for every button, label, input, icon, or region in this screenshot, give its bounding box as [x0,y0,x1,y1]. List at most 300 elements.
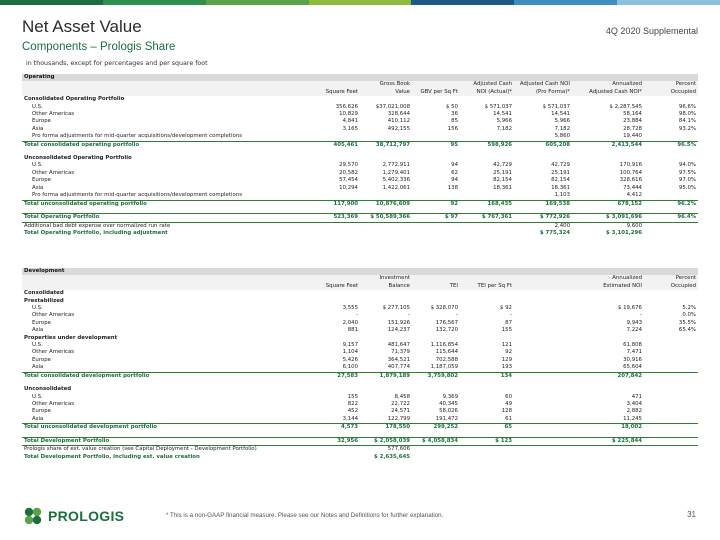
cell-value: 84.1% [678,118,697,125]
row-label: Unconsolidated [24,386,72,393]
units-note: in thousands, except for percentages and per square foot [26,60,208,67]
cell-value [460,230,514,237]
cell-value [644,408,698,415]
cell-value: 58,164 [623,111,642,118]
cell-value: 62 [451,169,458,176]
cell-value: 176,567 [435,319,458,326]
cell-value [412,386,460,393]
cell-value: Annualized [572,81,644,88]
cell-value [644,192,698,200]
cell-value: 9,600 [626,222,642,229]
cell-value: 94 [451,177,458,184]
cell-value [312,298,360,305]
cell-value [460,454,514,461]
table-row [22,416,698,424]
cell-value [572,96,644,103]
cell-value: Occupied [644,283,698,290]
cell-value: Square Feet [312,283,360,290]
cell-value: - [456,312,458,319]
cell-value [312,230,360,237]
row-label [22,81,312,88]
cell-value: $ 2,058,039 [360,438,412,446]
cell-value: 29,570 [339,162,358,169]
cell-value [644,386,698,393]
row-label: Other Americas [32,312,75,319]
cell-value [514,401,572,408]
cell-value: 14,541 [493,111,512,118]
row-label: Europe [32,408,51,415]
cell-value [412,446,460,454]
table-row [22,454,698,461]
cell-value: 410,112 [387,118,410,125]
cell-value: 10,294 [339,184,358,191]
cell-value: $ 571,037 [542,103,570,110]
cell-value [412,335,460,342]
cell-value: 3,165 [342,125,358,132]
cell-value: 3,404 [626,400,642,407]
cell-value: $ 2,635,645 [374,453,410,460]
cell-value: 82,154 [493,177,512,184]
cell-value: $ 277,105 [382,305,410,312]
cell-value [644,446,698,454]
cell-value [360,133,412,141]
cell-value: 4,573 [312,424,360,432]
table-row [22,177,698,184]
cell-value [460,222,514,230]
table-row [22,290,698,297]
cell-value: 40,345 [439,400,458,407]
cell-value: 134 [460,372,514,380]
cell-value: 1,879,189 [360,372,412,380]
table-row [22,283,698,290]
cell-value [514,320,572,327]
cell-value [360,386,412,393]
cell-value [412,192,460,200]
cell-value: Percent [644,81,698,88]
cell-value: $ 50 [445,103,458,110]
cell-value [514,312,572,319]
cell-value: 92 [505,349,512,356]
cell-value: 58,026 [439,408,458,415]
section-header [22,74,698,81]
cell-value: Balance [360,283,412,290]
cell-value [644,133,698,141]
cell-value: 155 [501,327,512,334]
row-label: Pro forma adjustments for mid-quarter acquisitions/development completions [32,192,243,199]
cell-value: 191,472 [435,415,458,422]
row-label: Total unconsolidated operating portfolio [22,200,312,208]
table-row [22,111,698,118]
row-label: Total Operating Portfolio, including adjustment [24,230,168,237]
cell-value: 178,550 [360,424,412,432]
table-row [22,386,698,393]
cell-value: 7,182 [496,125,512,132]
table-row [22,185,698,192]
table-row [22,170,698,177]
cell-value: 57,454 [339,177,358,184]
row-label: Total Operating Portfolio [22,214,312,222]
cell-value: 481,647 [387,342,410,349]
cell-value [412,230,460,237]
cell-value [514,342,572,349]
cell-value: Percent [644,275,698,282]
cell-value [644,394,698,401]
cell-value: $ 123 [460,438,514,446]
cell-value [312,222,360,230]
cell-value [312,96,360,103]
cell-value: 129 [501,356,512,363]
row-label: Total Development Portfolio, including est. value creation [24,453,200,460]
cell-value: 23,884 [623,118,642,125]
cell-value: - [640,312,642,319]
cell-value: 42,729 [493,162,512,169]
cell-value: 92 [412,200,460,208]
cell-value [360,230,412,237]
cell-value: 117,900 [312,200,360,208]
row-label: Pro forma adjustments for mid-quarter acquisitions/development completions [32,133,243,140]
table-row [22,104,698,111]
row-label: Asia [32,125,44,132]
row-label: Other Americas [32,169,75,176]
page-number: 31 [687,510,696,519]
cell-value [312,386,360,393]
cell-value: 32,956 [312,438,360,446]
cell-value [644,349,698,356]
cell-value: Adjusted Cash NOI [514,81,572,88]
cell-value: 94 [451,162,458,169]
row-label: Consolidated Operating Portfolio [24,96,125,103]
cell-value [644,401,698,408]
cell-value [412,81,460,88]
table-row [22,96,698,103]
cell-value: 156 [447,125,458,132]
cell-value [644,342,698,349]
cell-value: 42,729 [551,162,570,169]
cell-value: Value [360,89,412,96]
cell-value: 881 [347,327,358,334]
cell-value [460,192,514,200]
cell-value [644,298,698,305]
cell-value [412,155,460,162]
cell-value: 6,100 [342,364,358,371]
cell-value [514,275,572,282]
cell-value [514,408,572,415]
cell-value: 3,144 [342,415,358,422]
cell-value: 65 [460,424,514,432]
cell-value [514,424,572,432]
cell-value [412,133,460,141]
cell-value [572,298,644,305]
cell-value: $ 2,287,545 [609,103,642,110]
cell-value [572,155,644,162]
color-band [0,0,720,5]
cell-value: 356,626 [335,103,358,110]
cell-value: 20,582 [339,169,358,176]
cell-value: 4,841 [342,118,358,125]
cell-value: 5.2% [682,305,697,312]
cell-value [514,416,572,424]
cell-value: 1,116,854 [430,342,458,349]
cell-value: 1,103 [554,192,570,199]
row-label: Asia [32,364,44,371]
cell-value: 85 [451,118,458,125]
cell-value [514,364,572,372]
table-row [22,401,698,408]
cell-value: 1,422,061 [382,184,410,191]
cell-value: 98.0% [678,111,697,118]
cell-value: 1,104 [342,349,358,356]
row-label: Prologis share of est. value creation (see Capital Deployment - Development Portfolio) [24,446,257,453]
cell-value [460,298,514,305]
row-label: Total consolidated operating portfolio [22,141,312,149]
cell-value [360,335,412,342]
cell-value: 7,224 [626,327,642,334]
row-label: U.S. [32,342,43,349]
cell-value [360,298,412,305]
cell-value [514,438,572,446]
cell-value: 115,644 [435,349,458,356]
cell-value [460,133,514,141]
row-label: Asia [32,415,44,422]
cell-value [460,446,514,454]
prologis-logo [22,505,124,527]
cell-value [412,298,460,305]
cell-value: $ 767,361 [460,214,514,222]
table-row [22,89,698,96]
cell-value [360,222,412,230]
cell-value: 492,155 [387,125,410,132]
cell-value [644,222,698,230]
cell-value: 38,712,797 [360,141,412,149]
row-label: Europe [32,177,51,184]
cell-value: 22,722 [391,400,410,407]
cell-value: 49 [505,400,512,407]
cell-value: 65,604 [623,364,642,371]
table-row [22,305,698,312]
cell-value: 128 [501,408,512,415]
cell-value: 82,154 [551,177,570,184]
cell-value: 96.6% [678,103,697,110]
cell-value: 19,440 [623,133,642,140]
cell-value: 27,583 [312,372,360,380]
row-label: U.S. [32,103,43,110]
cell-value [572,446,644,454]
cell-value [572,290,644,297]
cell-value [514,394,572,401]
cell-value: 822 [347,400,358,407]
row-label: U.S. [32,162,43,169]
cell-value: 471 [631,393,642,400]
section-title: Development [22,268,698,275]
cell-value: Investment [360,275,412,282]
cell-value [514,305,572,312]
table-row [22,349,698,356]
cell-value: 2,040 [342,319,358,326]
cell-value: 598,926 [460,141,514,149]
cell-value: 328,644 [387,111,410,118]
cell-value: 5,402,336 [382,177,410,184]
cell-value [360,155,412,162]
table-row [22,214,698,222]
table-row [22,118,698,125]
cell-value: 18,361 [493,184,512,191]
cell-value: 10,829 [339,111,358,118]
cell-value: 96.5% [644,141,698,149]
cell-value [460,290,514,297]
cell-value: 2,400 [554,222,570,229]
table-row [22,438,698,446]
cell-value: $ 50,589,366 [360,214,412,222]
cell-value: 73,444 [623,184,642,191]
cell-value [412,222,460,230]
cell-value [514,372,572,380]
cell-value [644,372,698,380]
cell-value: 61 [505,415,512,422]
cell-value: $37,021,008 [375,103,410,110]
table-row [22,424,698,432]
cell-value [460,386,514,393]
cell-value: 8,458 [394,393,410,400]
period-label: 4Q 2020 Supplemental [605,26,698,36]
cell-value [644,364,698,372]
cell-value: 25,191 [551,169,570,176]
cell-value [644,357,698,364]
cell-value: 405,461 [312,141,360,149]
cell-value: 94.0% [678,162,697,169]
row-label: Total unconsolidated development portfolio [22,424,312,432]
cell-value [514,386,572,393]
cell-value [360,192,412,200]
cell-value: NOI (Actual)* [460,89,514,96]
cell-value: 193 [501,364,512,371]
table-row [22,312,698,319]
cell-value: 299,252 [412,424,460,432]
table-row [22,222,698,230]
cell-value: 132,720 [435,327,458,334]
cell-value: $ 19,676 [617,305,642,312]
table-row [22,162,698,169]
cell-value [644,438,698,446]
cell-value: $ 92 [499,305,512,312]
table-row [22,230,698,237]
cell-value: - [510,312,512,319]
cell-value [360,290,412,297]
cell-value: 30,916 [623,356,642,363]
row-label: Other Americas [32,111,75,118]
table-row [22,200,698,208]
cell-value: 169,538 [514,200,572,208]
operating-table [22,74,698,238]
cell-value: 452 [347,408,358,415]
cell-value: 61,808 [623,342,642,349]
table-row [22,320,698,327]
section-header [22,268,698,275]
cell-value [514,454,572,461]
cell-value: 100,764 [619,169,642,176]
table-row [22,275,698,282]
cell-value: 151,926 [387,319,410,326]
cell-value: GBV per Sq Ft [412,89,460,96]
cell-value: 96.2% [644,200,698,208]
footnote: * This is a non-GAAP financial measure. Please see our Notes and Definitions for further explanation. [166,512,444,519]
cell-value: 11,245 [623,415,642,422]
cell-value [460,335,514,342]
section-title: Operating [22,74,698,81]
cell-value: Square Feet [312,89,360,96]
cell-value [644,230,698,237]
cell-value: Annualized [572,275,644,282]
cell-value: 1,279,401 [382,169,410,176]
cell-value: 60 [505,393,512,400]
cell-value: 5,860 [554,133,570,140]
cell-value: 18,002 [572,424,644,432]
cell-value [572,335,644,342]
row-label: Europe [32,356,51,363]
cell-value: 96.4% [644,214,698,222]
cell-value: 523,369 [312,214,360,222]
table-row [22,364,698,372]
table-row [22,372,698,380]
cell-value [312,454,360,461]
cell-value: 7,182 [554,125,570,132]
cell-value: $ 3,101,296 [606,230,642,237]
row-label: Other Americas [32,400,75,407]
row-label: U.S. [32,393,43,400]
cell-value: 678,152 [572,200,644,208]
row-label [22,283,312,290]
row-label: Prestabilized [24,297,64,304]
cell-value [360,96,412,103]
cell-value: 121 [501,342,512,349]
row-label: Europe [32,118,51,125]
cell-value [312,446,360,454]
table-row [22,357,698,364]
cell-value: 124,237 [387,327,410,334]
cell-value: 35.5% [678,319,697,326]
cell-value: Estimated NOI [572,283,644,290]
cell-value: 5,966 [496,118,512,125]
cell-value: 5,966 [554,118,570,125]
cell-value: - [356,312,358,319]
cell-value: 93.2% [678,125,697,132]
cell-value: 2,882 [626,408,642,415]
cell-value: Adjusted Cash [460,81,514,88]
row-label: Total consolidated development portfolio [22,372,312,380]
page-subtitle: Components – Prologis Share [22,41,176,53]
row-label: Consolidated [24,290,64,297]
table-row [22,298,698,305]
cell-value [644,424,698,432]
cell-value: 7,471 [626,349,642,356]
cell-value [412,454,460,461]
cell-value [644,290,698,297]
cell-value: $ 571,037 [484,103,512,110]
table-row [22,446,698,454]
table-row [22,155,698,162]
table-row [22,133,698,141]
cell-value [312,335,360,342]
cell-value: 2,413,544 [572,141,644,149]
cell-value: 65.4% [678,327,697,334]
row-label [22,275,312,282]
table-row [22,394,698,401]
cell-value [514,96,572,103]
table-row [22,408,698,415]
cell-value: 364,521 [387,356,410,363]
cell-value: 97.0% [678,177,697,184]
cell-value [644,335,698,342]
row-label: Other Americas [32,349,75,356]
